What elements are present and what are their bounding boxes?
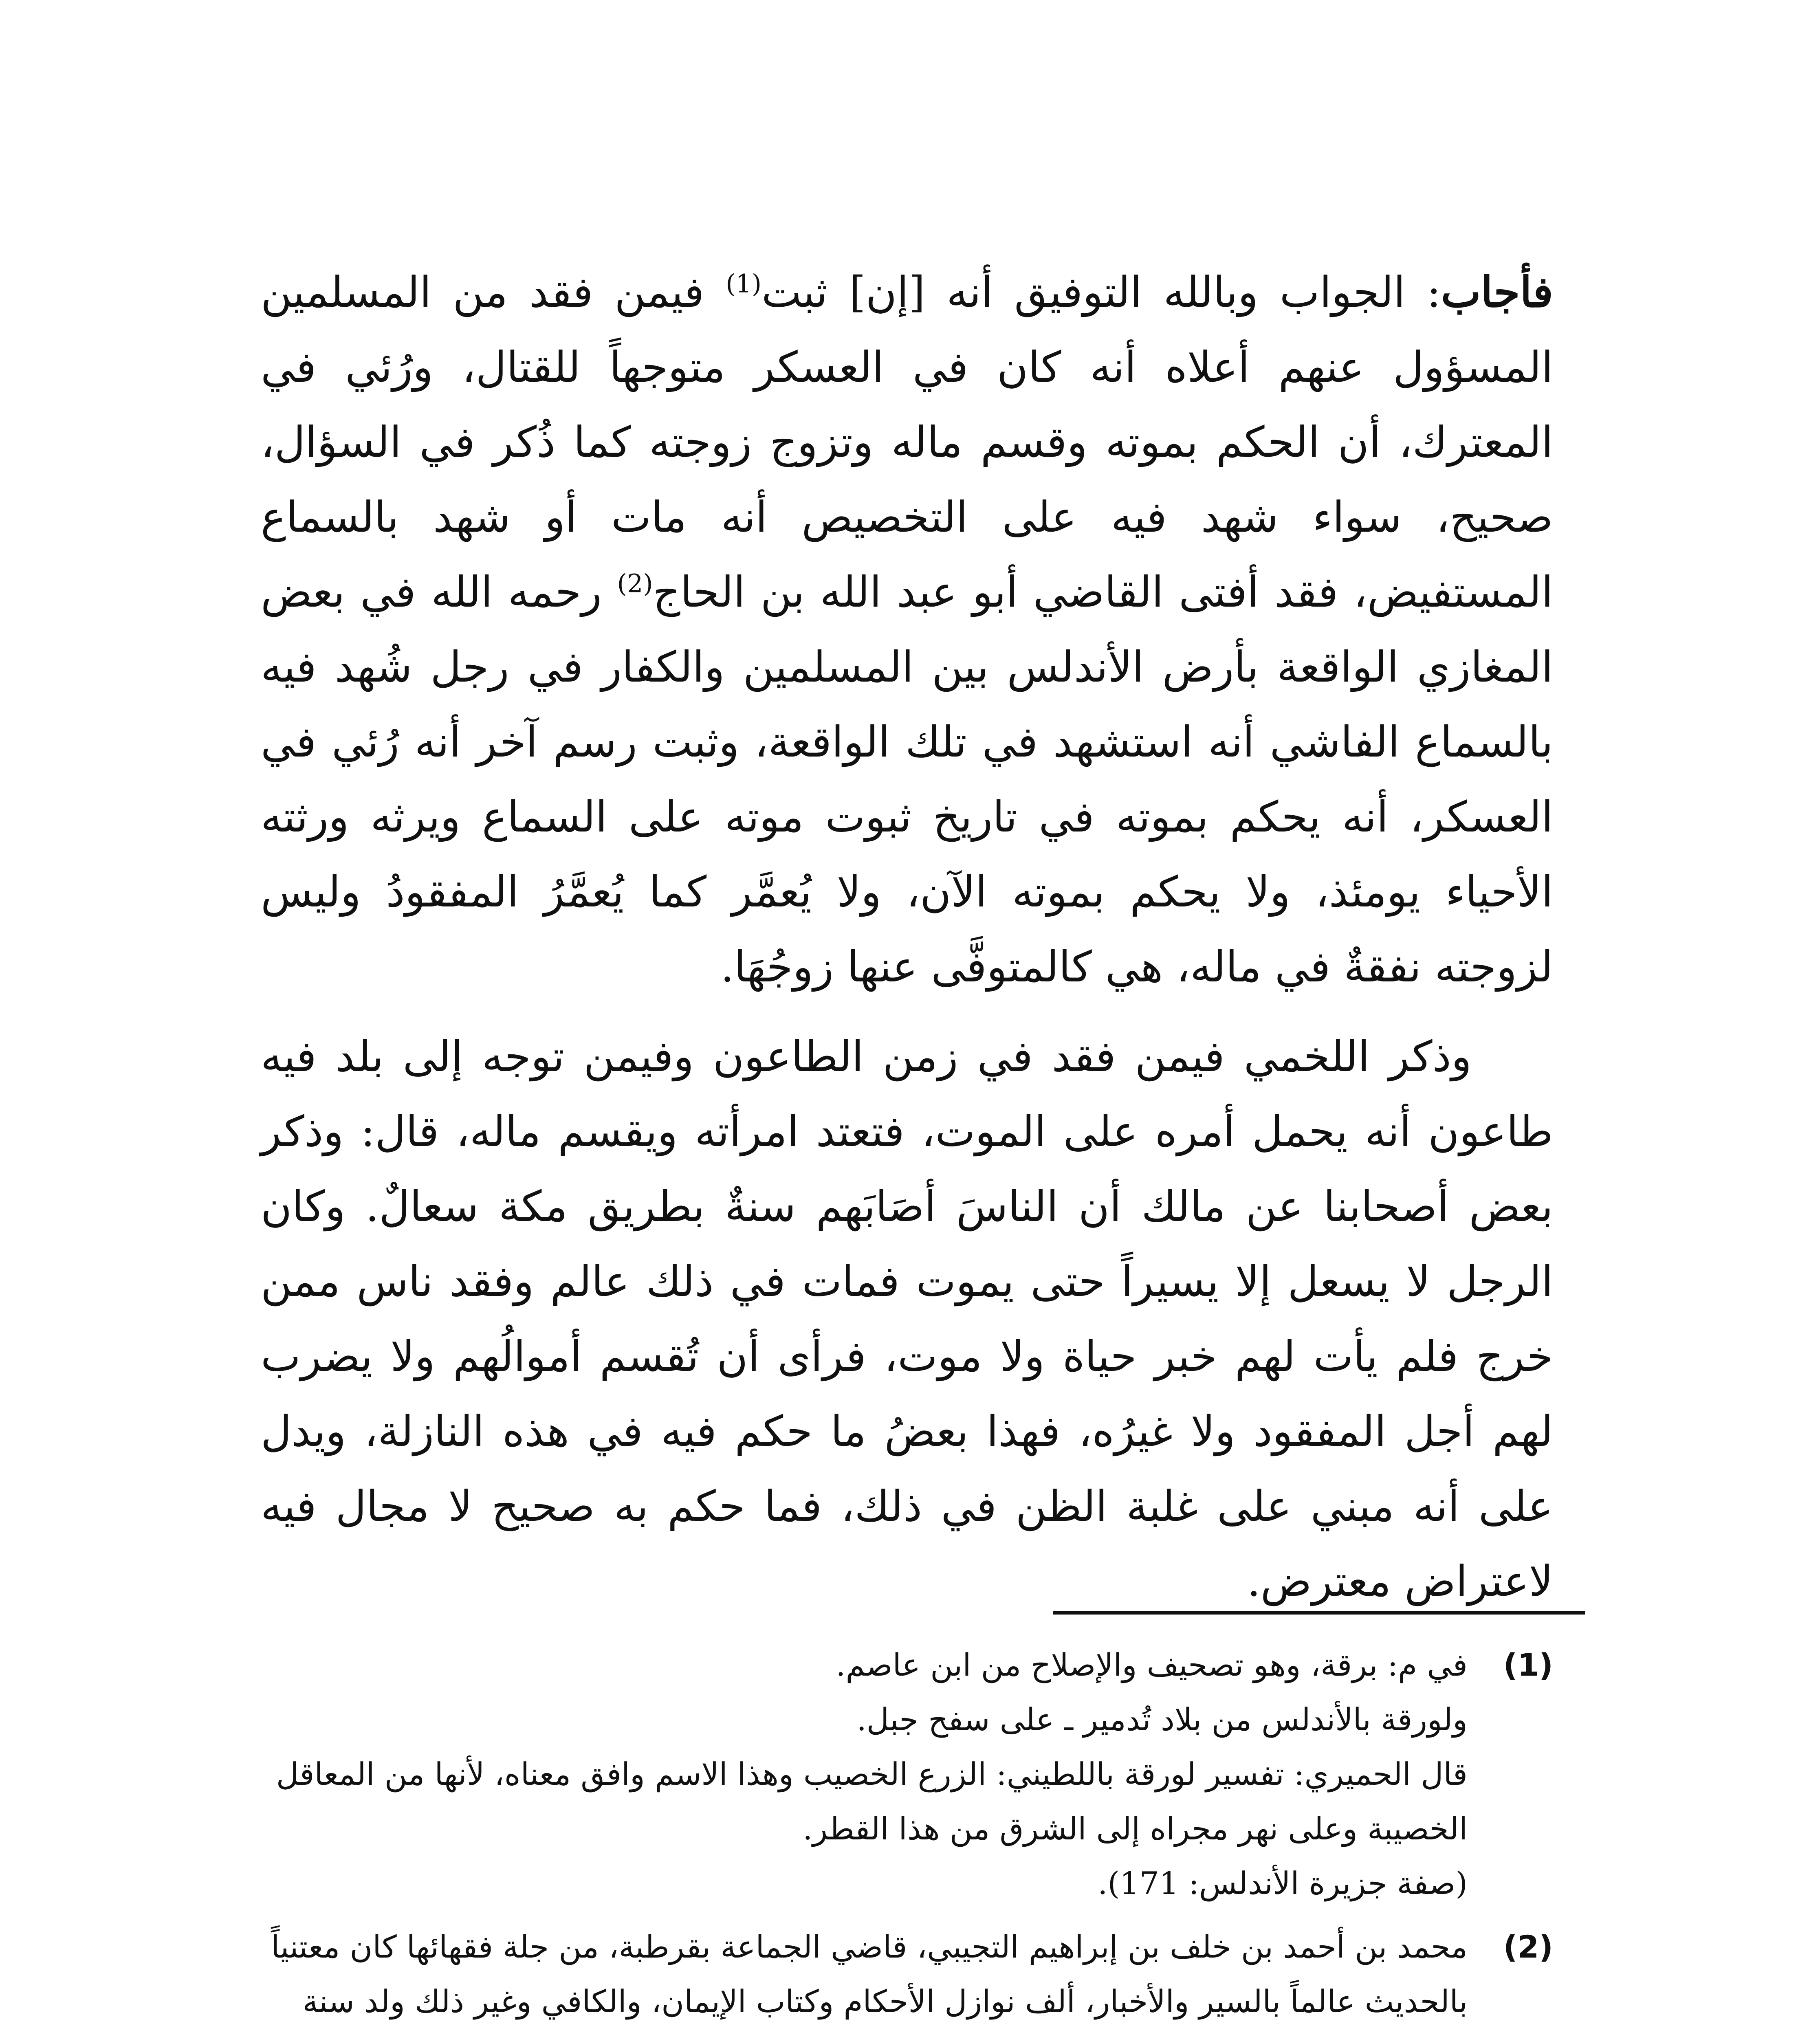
- footnote-2: [261, 1920, 1553, 2037]
- footnote-number: (2): [1503, 1929, 1553, 1965]
- footnote-line: محمد بن أحمد بن خلف بن إبراهيم التجيبي، قاضي الجماعة بقرطبة، من جلة فقهائها كان معتنياً بالحديث عالماً بالسير والأخبار، ألف نوازل الأحكام وكتاب الإيمان، والكافي وغير ذلك ولد سنة: [271, 1929, 1468, 2019]
- footnote-body: [261, 1920, 1468, 2037]
- main-text: [261, 255, 1553, 1619]
- answer-lead-word: فأجاب: [1441, 267, 1553, 317]
- footnote-line: في م: برقة، وهو تصحيف والإصلاح من ابن عاصم.: [836, 1647, 1468, 1683]
- footnote-line: (صفة جزيرة الأندلس: 171).: [1098, 1865, 1468, 1901]
- footnote-ref-1: (1): [726, 268, 762, 299]
- footnote-1: [261, 1638, 1553, 1911]
- fatwa-answer-paragraph: [261, 255, 1553, 1004]
- footnote-ref-2: (2): [617, 568, 653, 598]
- answer-end-text: رحمه الله في بعض المغازي الواقعة بأرض الأندلس بين المسلمين والكفار في رجل شُهد فيه بالسماع الفاشي أنه استشهد في تلك الواقعة، وثبت رسم آخر أنه رُئي في العسكر، أنه يحكم بموته في تاريخ ثبوت موته على السماع ويرثه ورثته الأحياء يومئذ، ولا يحكم بموته الآن، ولا يُعمَّر كما يُعمَّرُ المفقودُ وليس لزوجته نفقةٌ في ماله، هي كالمتوفَّى عنها زوجُهَا.: [261, 567, 1553, 992]
- footnote-line: قال الحميري: تفسير لورقة باللطيني: الزرع الخصيب وهذا الاسم وافق معناه، لأنها من المعاقل الخصيبة وعلى نهر مجراه إلى الشرق من هذا القطر.: [276, 1756, 1468, 1847]
- footnote-body: [261, 1638, 1468, 1911]
- lakhmi-paragraph: وذكر اللخمي فيمن فقد في زمن الطاعون وفيمن توجه إلى بلد فيه طاعون أنه يحمل أمره على الموت، فتعتد امرأته ويقسم ماله، قال: وذكر بعض أصحابنا عن مالك أن الناسَ أصَابَهم سنةٌ بطريق مكة سعالٌ. وكان الرجل لا يسعل إلا يسيراً حتى يموت فمات في ذلك عالم وفقد ناس ممن خرج فلم يأت لهم خبر حياة ولا موت، فرأى أن تُقسم أموالُهم ولا يضرب لهم أجل المفقود ولا غيرُه، فهذا بعضُ ما حكم فيه في هذه النازلة، ويدل على أنه مبني على غلبة الظن في ذلك، فما حكم به صحيح لا مجال فيه لاعتراض معترض.: [261, 1032, 1553, 1606]
- footnote-separator: [1053, 1611, 1585, 1615]
- footnote-line: ولورقة بالأندلس من بلاد تُدمير ـ على سفح جبل.: [856, 1701, 1468, 1738]
- answer-intro-text: : الجواب وبالله التوفيق أنه [إن] ثبت: [761, 267, 1441, 317]
- footnote-number: (1): [1503, 1647, 1553, 1683]
- footnotes: [261, 1638, 1553, 2037]
- answer-middle-text: فيمن فقد من المسلمين المسؤول عنهم أعلاه أنه كان في العسكر متوجهاً للقتال، ورُئي في المعترك، أن الحكم بموته وقسم ماله وتزوج زوجته كما ذُكر في السؤال، صحيح، سواء شهد فيه على التخصيص أنه مات أو شهد بالسماع المستفيض، فقد أفتى القاضي أبو عبد الله بن الحاج: [261, 267, 1553, 617]
